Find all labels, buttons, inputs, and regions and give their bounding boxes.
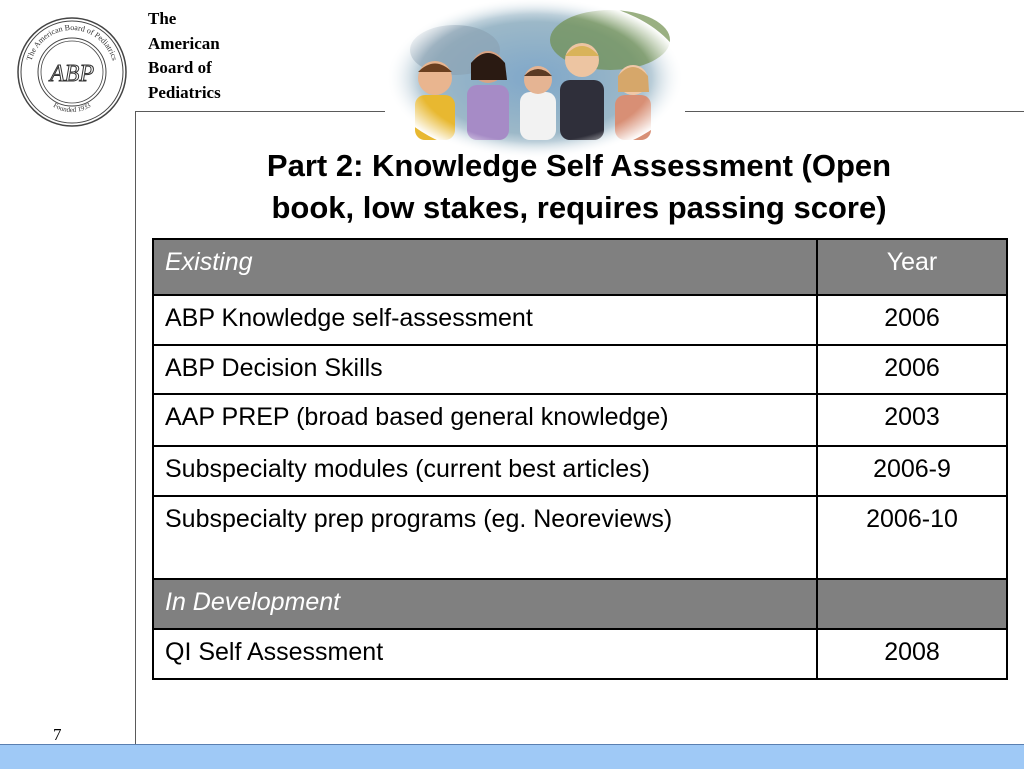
row-year: 2008: [817, 629, 1007, 679]
section-header-year: Year: [817, 239, 1007, 295]
row-year: 2006-9: [817, 446, 1007, 496]
organization-name: [148, 7, 221, 105]
slide-title: [150, 145, 1008, 229]
org-name-line: The: [148, 9, 177, 28]
header-divider-left: [135, 111, 385, 112]
row-label: QI Self Assessment: [153, 629, 817, 679]
section-header-label: Existing: [153, 239, 817, 295]
section-header-label: In Development: [153, 579, 817, 629]
org-name-line: Board of: [148, 58, 212, 77]
abp-seal-logo: [16, 16, 128, 128]
table-row: [153, 446, 1007, 496]
row-label: ABP Decision Skills: [153, 345, 817, 394]
children-photo: [385, 0, 685, 165]
row-label: ABP Knowledge self-assessment: [153, 295, 817, 345]
row-label: AAP PREP (broad based general knowledge): [153, 394, 817, 446]
row-year: 2006-10: [817, 496, 1007, 579]
header-divider-right: [685, 111, 1024, 112]
row-year: 2006: [817, 345, 1007, 394]
row-year: 2006: [817, 295, 1007, 345]
svg-text:The American Board of Pediatri: The American Board of Pediatrics: [24, 22, 120, 62]
table-row: [153, 394, 1007, 446]
left-margin-rule: [135, 112, 136, 744]
section-header-year: [817, 579, 1007, 629]
row-year: 2003: [817, 394, 1007, 446]
page-number: 7: [53, 725, 62, 744]
row-label: Subspecialty prep programs (eg. Neoreviews): [153, 496, 817, 579]
title-line: book, low stakes, requires passing score): [271, 190, 887, 225]
table-row: [153, 345, 1007, 394]
org-name-line: American: [148, 33, 220, 53]
svg-text:Founded 1933: Founded 1933: [51, 101, 93, 115]
section-header-row: [153, 579, 1007, 629]
title-line: Part 2: Knowledge Self Assessment (Open: [266, 148, 892, 183]
table-row: [153, 629, 1007, 679]
org-name-line: Pediatrics: [148, 82, 221, 102]
section-header-row: [153, 239, 1007, 295]
row-label: Subspecialty modules (current best articles): [153, 446, 817, 496]
svg-text:ABP: ABP: [50, 61, 94, 87]
table-row: [153, 295, 1007, 345]
table-row: [153, 496, 1007, 579]
footer-bar: [0, 744, 1024, 769]
assessment-table: [152, 238, 1008, 680]
